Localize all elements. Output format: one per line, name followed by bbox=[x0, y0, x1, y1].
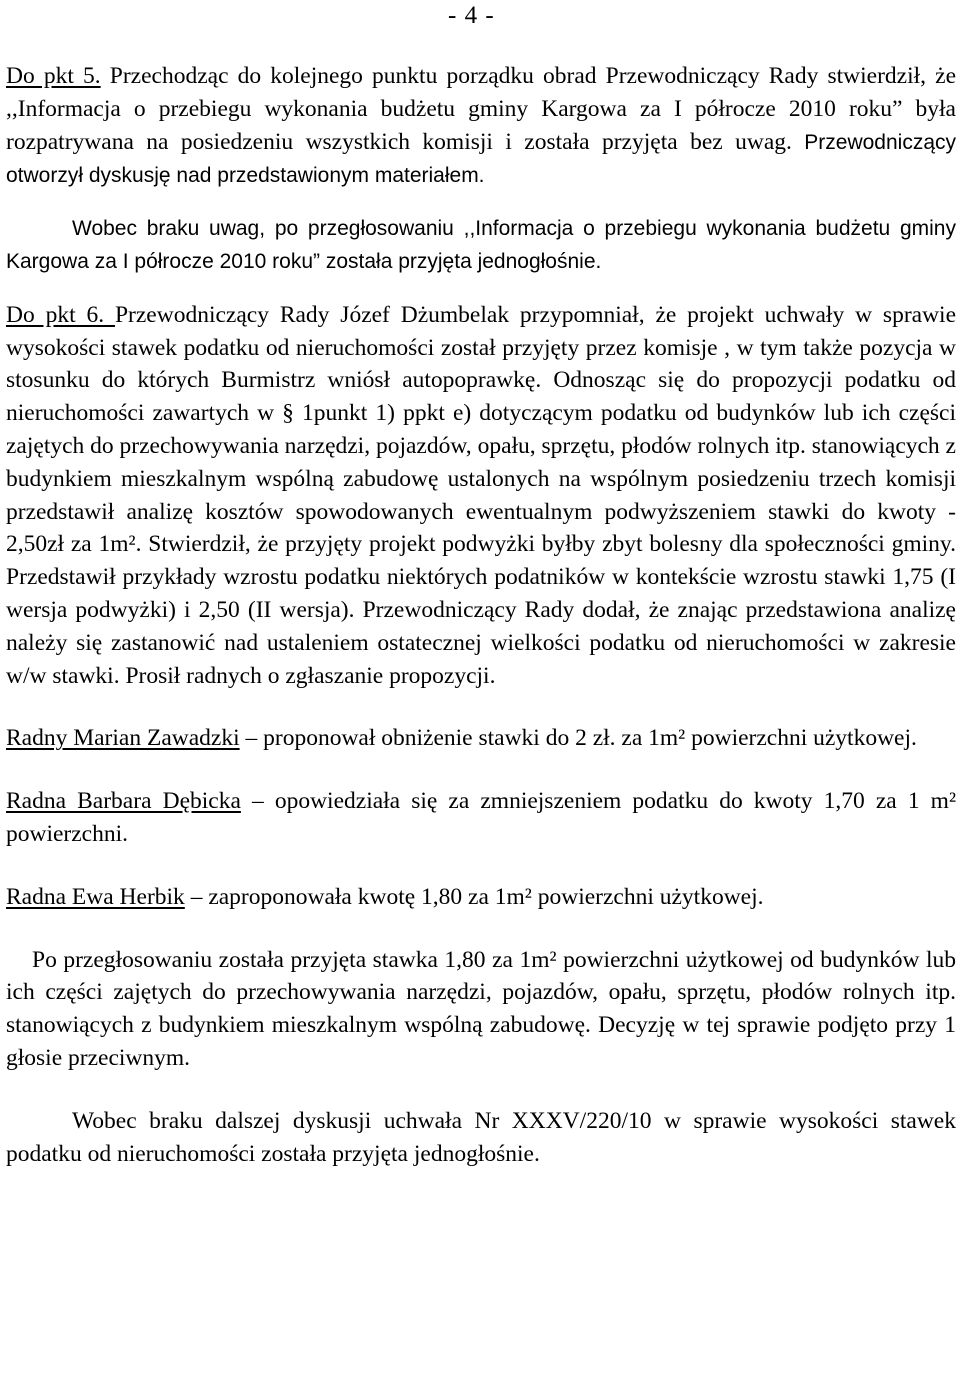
paragraph-item-5 bbox=[6, 60, 956, 193]
speaker-statement: – proponował obniżenie stawki do 2 zł. za 1m² powierzchni użytkowej. bbox=[239, 725, 917, 752]
item-5-text-condensed: Przewodniczący otworzył dyskusję nad przedstawionym materiałem. bbox=[6, 130, 957, 188]
vote-info-text: Wobec braku uwag, po przegłosowaniu ,,Informacja o przebiegu wykonania budżetu gminy Kargowa za I półrocze 2010 roku” została przyjęta jednogłośnie. bbox=[6, 217, 956, 273]
item-5-text: Przechodząc do kolejnego punktu porządku obrad Przewodniczący Rady stwierdził, że ,,Informacja o przebiegu wykonania budżetu gminy Kargowa za I półrocze 2010 roku” była rozpatrywana na posiedzeniu wszystkich komisji i została przyjęta bez uwag. bbox=[6, 63, 957, 155]
paragraph-zawadzki bbox=[6, 722, 956, 755]
paragraph-item-6 bbox=[6, 299, 956, 693]
speaker-name: Radny Marian Zawadzki bbox=[6, 725, 240, 752]
paragraph-herbik bbox=[6, 881, 956, 914]
item-6-text-a: Przewodniczący Rady Józef Dżumbelak przypomniał, że projekt uchwały w sprawie wysokości stawek podatku od nieruchomości został przyjęty przez komisje , w tym także pozycja w stosunku do których Burmistrz wniósł autopoprawkę. bbox=[6, 301, 956, 394]
paragraph-vote-result bbox=[6, 944, 956, 1075]
speaker-statement: – opowiedziała się za zmniejszeniem podatku do kwoty 1,70 za 1 m² powierzchni. bbox=[6, 788, 956, 847]
page-number: - 4 - bbox=[448, 2, 495, 29]
paragraph-debicka bbox=[6, 785, 956, 851]
speaker-name: Radna Barbara Dębicka bbox=[6, 788, 241, 815]
item-6-text-b: Odnosząc się do propozycji podatku od nieruchomości zawartych w § 1punkt 1) ppkt e) dotyczącym podatku od budynków lub ich części zajętych do przechowywania narzędzi, pojazdów, opału, sprzętu, płodów rolnych itp. stanowiących z budynkiem mieszkalnym wspólną zabudowę ustalonych na wspólnym posiedzeniu trzech komisji przedstawił analizę kosztów spowodowanych ewentualnym podwyższeniem stawki do kwoty - 2,50zł za 1m². Stwierdził, że przyjęty projekt podwyżki byłby zbyt bolesny dla społeczności gminy. Przedstawił przykłady wzrostu podatku niektórych podatników w kontekście wzrostu stawki 1,75 (I wersja podwyżki) i 2,50 (II wersja). Przewodniczący Rady dodał, że znając przedstawiona analizę należy się zastanowić nad ustaleniem ostatecznej wielkości podatku od nieruchomości w zakresie w/w stawki. Prosił radnych o zgłaszanie propozycji. bbox=[6, 367, 956, 689]
speaker-statement: – zaproponowała kwotę 1,80 za 1m² powierzchni użytkowej. bbox=[184, 883, 764, 910]
document-body bbox=[6, 60, 956, 1170]
vote-result-text: Po przegłosowaniu została przyjęta stawka 1,80 za 1m² powierzchni użytkowej od budynków lub ich części zajętych do przechowywania narzędzi, pojazdów, opału, sprzętu, płodów rolnych itp. stanowiących z budynkiem mieszkalnym wspólną zabudowę. Decyzję w tej sprawie podjęto przy 1 głosie przeciwnym. bbox=[6, 946, 956, 1071]
speaker-name: Radna Ewa Herbik bbox=[6, 883, 185, 910]
resolution-text: Wobec braku dalszej dyskusji uchwała Nr XXXV/220/10 w sprawie wysokości stawek podatku od nieruchomości została przyjęta jednogłośnie. bbox=[6, 1107, 956, 1167]
paragraph-vote-info bbox=[6, 213, 956, 279]
item-5-label: Do pkt 5. bbox=[6, 63, 101, 89]
item-6-label: Do pkt 6. bbox=[6, 301, 115, 328]
paragraph-resolution bbox=[6, 1105, 956, 1171]
